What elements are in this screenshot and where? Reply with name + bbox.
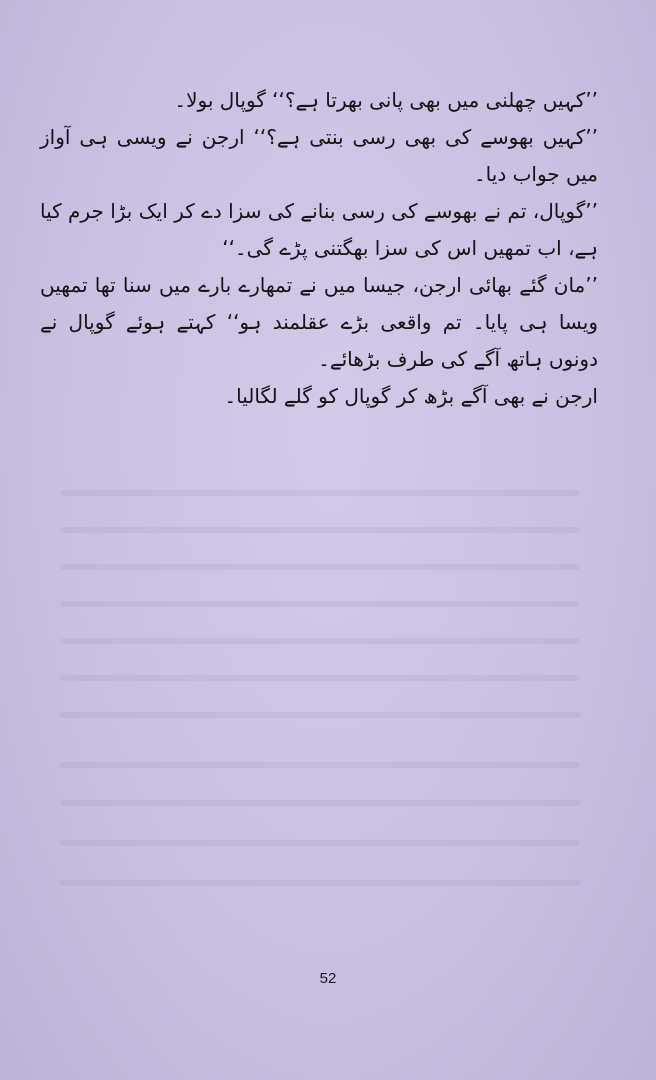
bleed-through-line	[60, 880, 580, 886]
bleed-through-line	[60, 840, 580, 846]
paragraph: ’’گوپال، تم نے بھوسے کی رسی بنانے کی سزا دے کر ایک بڑا جرم کیا ہے، اب تمھیں اس کی سزا بھگتنی پڑے گی۔‘‘	[40, 199, 598, 260]
bleed-through-line	[60, 564, 580, 570]
bleed-through-line	[60, 800, 580, 806]
bleed-through-line	[60, 527, 580, 533]
bleed-through-line	[60, 712, 580, 718]
bleed-through-line	[60, 762, 580, 768]
page-number: 52	[319, 970, 337, 987]
paragraph: ارجن نے بھی آگے بڑھ کر گوپال کو گلے لگالیا۔	[224, 384, 598, 408]
body-text	[40, 82, 598, 415]
bleed-through-line	[60, 638, 580, 644]
paragraph: ’’کہیں چھلنی میں بھی پانی بھرتا ہے؟‘‘ گوپال بولا۔	[174, 88, 598, 112]
bleed-through-line	[60, 490, 580, 496]
bleed-through-line	[60, 601, 580, 607]
paragraph: ’’کہیں بھوسے کی بھی رسی بنتی ہے؟‘‘ ارجن نے ویسی ہی آواز میں جواب دیا۔	[40, 125, 598, 186]
bleed-through-line	[60, 675, 580, 681]
paragraph: ’’مان گئے بھائی ارجن، جیسا میں نے تمھارے بارے میں سنا تھا تمھیں ویسا ہی پایا۔ تم واقعی بڑے عقلمند ہو‘‘ کہتے ہوئے گوپال نے دونوں ہاتھ آگے کی طرف بڑھائے۔	[40, 273, 598, 371]
